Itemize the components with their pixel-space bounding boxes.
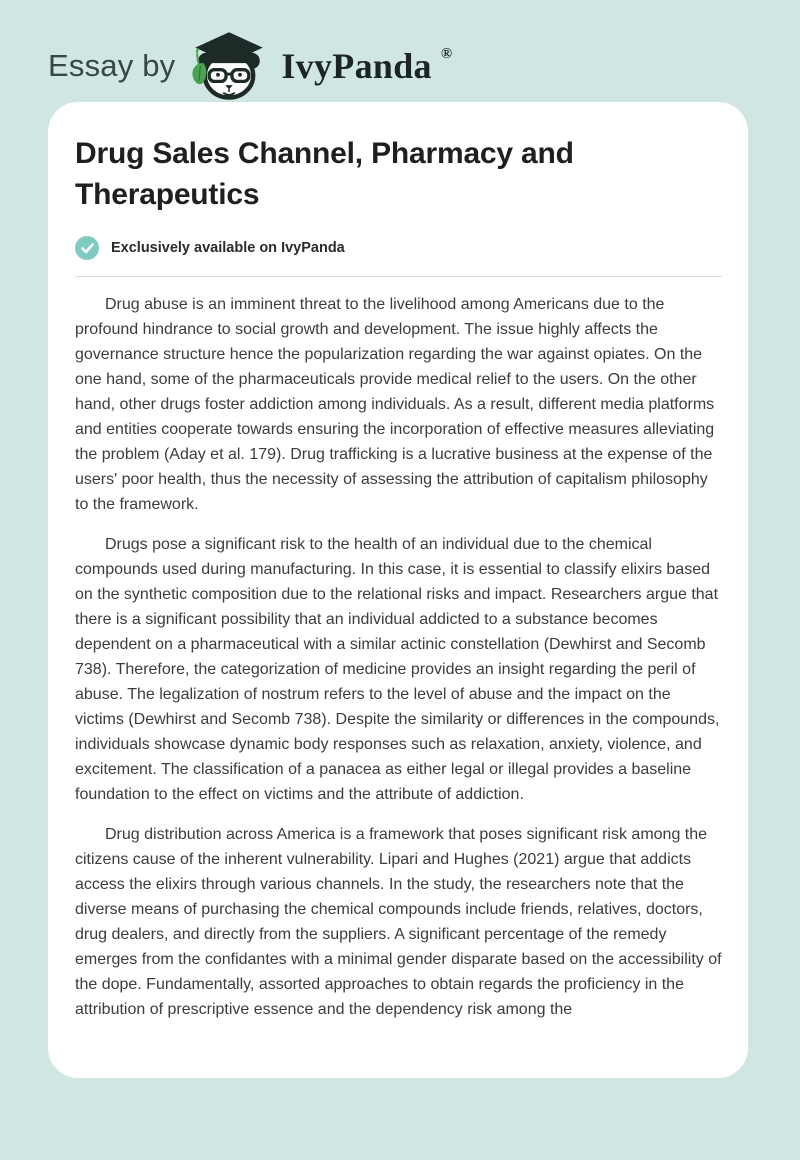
ivypanda-logo[interactable] [185, 25, 451, 107]
registered-mark: ® [440, 45, 453, 62]
availability-text: Exclusively available on IvyPanda [111, 240, 345, 256]
paragraph-3: Drug distribution across America is a framework that poses significant risk among the citizens cause of the inherent vulnerability. Lipari and Hughes (2021) argue that addicts access the elixirs through various channels. In the study, the researchers note that the diverse means of purchasing the chemical compounds include friends, relatives, doctors, drug dealers, and directly from the suppliers. A significant percentage of the remedy emerges from the confidantes with a minimal gender disparate based on the accessibility of the dope. Fundamentally, assorted approaches to obtain regards the proficiency in the attribution of prescriptive essence and the dependency risk among the [75, 826, 722, 1018]
paragraph-2: Drugs pose a significant risk to the health of an individual due to the chemical compounds used during manufacturing. In this case, it is essential to classify elixirs based on the synthetic composition due to the relational risks and impact. Researchers argue that there is a significant possibility that an individual addicted to a substance becomes dependent on a pharmaceutical with a similar actinic constellation (Dewhirst and Secomb 738). Therefore, the categorization of medicine provides an insight regarding the peril of abuse. The legalization of nostrum refers to the level of abuse and the impact on the victims (Dewhirst and Secomb 738). Despite the similarity or differences in the compounds, individuals showcase dynamic body responses such as relaxation, anxiety, violence, and excitement. The classification of a panacea as either legal or illegal provides a baseline foundation to the effect on victims and the attribute of addiction. [75, 536, 720, 803]
essay-body [75, 292, 722, 1022]
essay-by-label: Essay by [48, 48, 176, 83]
panda-graduate-logo-icon [185, 25, 273, 107]
brand-wordmark: IvyPanda [281, 46, 432, 86]
check-icon [75, 236, 99, 260]
divider [75, 276, 722, 277]
paragraph-1: Drug abuse is an imminent threat to the livelihood among Americans due to the profound hindrance to social growth and development. The issue highly affects the governance structure hence the popularization regarding the war against opiates. On the one hand, some of the pharmaceuticals provide medical relief to the users. On the other hand, other drugs foster addiction among individuals. As a result, different media platforms and entities cooperate towards ensuring the incorporation of effective measures alleviating the problem (Aday et al. 179). Drug trafficking is a lucrative business at the expense of the users' poor health, thus the necessity of assessing the attribution of capitalism philosophy to the framework. [75, 296, 715, 513]
essay-title: Drug Sales Channel, Pharmacy and Therapeutics [75, 137, 574, 211]
site-header [0, 0, 800, 102]
availability-badge [75, 236, 722, 260]
essay-card [48, 102, 748, 1078]
